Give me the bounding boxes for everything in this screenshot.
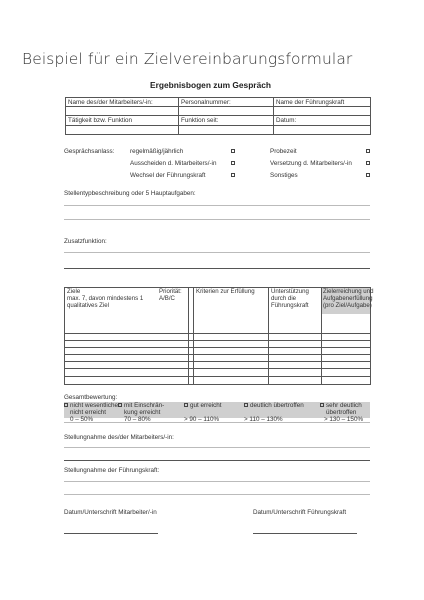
occasion-checkbox[interactable] <box>366 149 370 153</box>
occasion-option-label: Wechsel der Führungskraft <box>130 172 206 179</box>
function-since-label: Funktion seit: <box>181 117 219 124</box>
occasion-checkbox[interactable] <box>366 173 370 177</box>
manager-statement-label: Stellungnahme der Führungskraft: <box>64 467 160 474</box>
rating-rule <box>64 422 370 423</box>
info-table-rule <box>65 106 371 107</box>
rating-checkbox[interactable] <box>64 403 68 407</box>
occasion-checkbox[interactable] <box>366 161 370 165</box>
goals-table-row-rule <box>64 376 371 377</box>
rating-option-line2: kung erreicht <box>124 409 161 416</box>
rating-checkbox[interactable] <box>184 403 188 407</box>
info-table-divider <box>273 97 274 135</box>
writing-line[interactable] <box>64 268 370 269</box>
priority-column-header: Priorität: A/B/C <box>159 288 182 302</box>
occasion-checkbox[interactable] <box>231 173 235 177</box>
occasion-checkbox[interactable] <box>231 149 235 153</box>
writing-line[interactable] <box>64 460 370 461</box>
writing-line[interactable] <box>64 252 370 253</box>
employee-signature-line[interactable] <box>64 533 158 534</box>
manager-signature-line[interactable] <box>253 533 357 534</box>
function-label: Tätigkeit bzw. Funktion <box>68 117 133 124</box>
rating-checkbox[interactable] <box>118 403 122 407</box>
rating-option-range: > 110 – 130% <box>244 416 283 423</box>
rating-option-range: 0 – 50% <box>70 416 94 423</box>
rating-option-line2: übertroffen <box>326 409 357 416</box>
additional-function-label: Zusatzfunktion: <box>64 238 107 245</box>
goals-table-row-rule <box>64 361 371 362</box>
overall-rating-label: Gesamtbewertung: <box>64 394 118 401</box>
goals-table-divider <box>321 287 322 385</box>
occasion-option-label: Sonstiges <box>270 172 298 179</box>
rating-option-range: 70 – 80% <box>124 416 151 423</box>
rating-option-line1: nicht wesentlicher <box>70 402 121 409</box>
rating-option-line2: nicht erreicht <box>70 409 107 416</box>
goals-table-row-rule <box>64 340 371 341</box>
rating-option-line1: mit Einschrän- <box>124 402 165 409</box>
goals-table-row-rule <box>64 354 371 355</box>
form-subtitle: Ergebnisbogen zum Gespräch <box>150 80 271 90</box>
occasion-checkbox[interactable] <box>231 161 235 165</box>
writing-line[interactable] <box>64 219 370 220</box>
writing-line[interactable] <box>64 494 370 495</box>
rating-option-line1: sehr deutlich <box>326 402 362 409</box>
rating-option-line1: deutlich übertroffen <box>250 402 304 409</box>
goals-table-row-rule <box>64 333 371 334</box>
employee-name-label: Name des/der Mitarbeiters/-in: <box>68 99 153 106</box>
goals-table-row-rule <box>64 347 371 348</box>
occasion-option-label: Probezeit <box>270 148 297 155</box>
info-table-rule <box>65 115 371 116</box>
manager-name-label: Name der Führungskraft <box>276 99 345 106</box>
info-table-divider <box>178 97 179 135</box>
personnel-number-label: Personalnummer: <box>181 99 231 106</box>
criteria-column-header: Kriterien zur Erfüllung <box>196 288 255 295</box>
rating-option-line1: gut erreicht <box>190 402 222 409</box>
occasion-option-label: Ausscheiden d. Mitarbeiters/-in <box>130 160 217 167</box>
goals-column-header: Ziele max. 7, davon mindestens 1 qualitatives Ziel <box>67 288 144 309</box>
achievement-column-header: Zielerreichung und Aufgabenerfüllung (pro Ziel/Aufgabe) <box>323 288 374 309</box>
info-table-rule <box>65 125 371 126</box>
goals-table-row-rule <box>64 368 371 369</box>
job-description-label: Stellentypbeschreibung oder 5 Hauptaufgaben: <box>64 190 196 197</box>
employee-statement-label: Stellungnahme des/der Mitarbeiters/-in: <box>64 434 174 441</box>
page-title: Beispiel für ein Zielvereinbarungsformular <box>22 50 353 68</box>
support-column-header: Unterstützung durch die Führungskraft <box>271 288 309 309</box>
occasion-option-label: Versetzung d. Mitarbeiters/-in <box>270 160 352 167</box>
rating-checkbox[interactable] <box>320 403 324 407</box>
goals-table-divider <box>188 287 189 385</box>
occasion-option-label: regelmäßig/jährlich <box>130 148 184 155</box>
writing-line[interactable] <box>64 447 370 448</box>
writing-line[interactable] <box>64 481 370 482</box>
manager-signature-label: Datum/Unterschrift Führungskraft <box>253 509 347 516</box>
writing-line[interactable] <box>64 205 370 206</box>
rating-option-range: > 90 – 110% <box>184 416 220 423</box>
date-label: Datum: <box>276 117 297 124</box>
occasion-label: Gesprächsanlass: <box>64 148 115 155</box>
goals-table-divider <box>268 287 269 385</box>
employee-signature-label: Datum/Unterschrift Mitarbeiter/-in <box>64 509 157 516</box>
rating-checkbox[interactable] <box>244 403 248 407</box>
goals-table-divider <box>193 287 194 385</box>
rating-option-range: > 130 – 150% <box>324 416 364 423</box>
